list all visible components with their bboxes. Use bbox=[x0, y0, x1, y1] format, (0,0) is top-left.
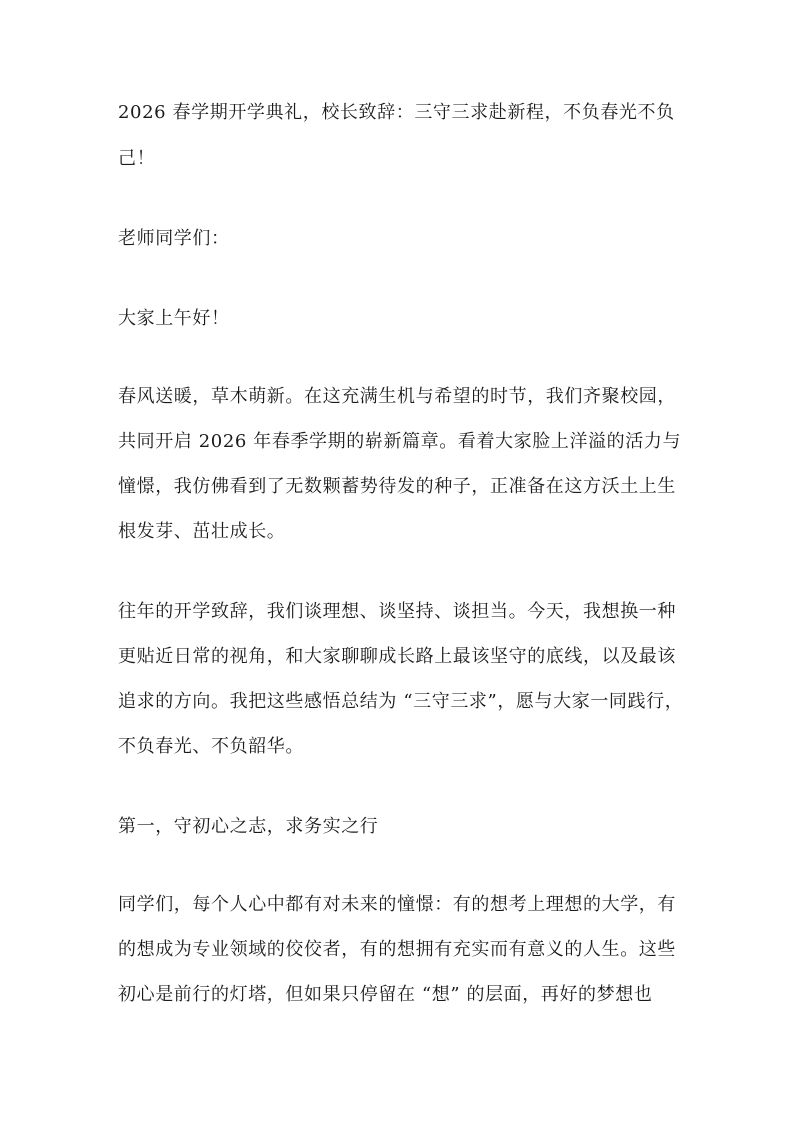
paragraph-3-line-2: 的想成为专业领域的佼佼者，有的想拥有充实而有意义的人生。这些 bbox=[118, 939, 676, 960]
paragraph-1-line-4: 根发芽、茁壮成长。 bbox=[118, 521, 286, 542]
paragraph-2-line-4: 不负春光、不负韶华。 bbox=[118, 736, 304, 757]
greeting: 大家上午好！ bbox=[118, 308, 230, 329]
salutation: 老师同学们： bbox=[118, 228, 230, 249]
paragraph-3-line-1: 同学们，每个人心中都有对未来的憧憬：有的想考上理想的大学，有 bbox=[118, 894, 676, 915]
document-title-line-2: 己！ bbox=[118, 148, 156, 169]
document-title-line-1: 2026 春学期开学典礼，校长致辞：三守三求赴新程，不负春光不负 bbox=[118, 102, 675, 123]
paragraph-1-line-3: 憧憬，我仿佛看到了无数颗蓄势待发的种子，正准备在这方沃土上生 bbox=[118, 476, 676, 497]
paragraph-3-line-3: 初心是前行的灯塔，但如果只停留在 “想” 的层面，再好的梦想也 bbox=[118, 984, 653, 1005]
paragraph-2-line-1: 往年的开学致辞，我们谈理想、谈坚持、谈担当。今天，我想换一种 bbox=[118, 601, 676, 622]
paragraph-1-line-2: 共同开启 2026 年春季学期的崭新篇章。看着大家脸上洋溢的活力与 bbox=[118, 431, 682, 452]
paragraph-2-line-2: 更贴近日常的视角，和大家聊聊成长路上最该坚守的底线，以及最该 bbox=[118, 646, 676, 667]
paragraph-2-line-3: 追求的方向。我把这些感悟总结为 “三守三求”，愿与大家一同践行， bbox=[118, 691, 684, 712]
paragraph-1-line-1: 春风送暖，草木萌新。在这充满生机与希望的时节，我们齐聚校园， bbox=[118, 386, 676, 407]
section-heading: 第一，守初心之志，求务实之行 bbox=[118, 816, 379, 837]
